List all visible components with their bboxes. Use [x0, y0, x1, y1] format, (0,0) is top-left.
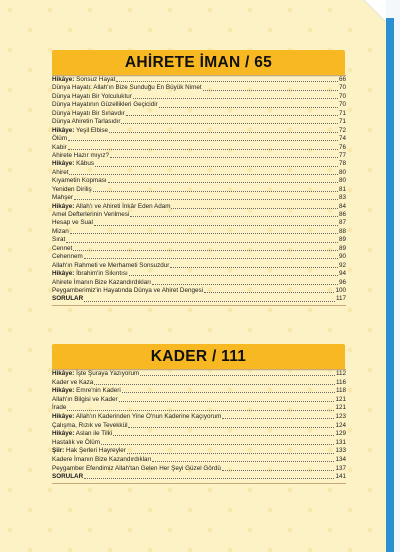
- dot-leader: [203, 89, 338, 91]
- toc-page-number: 72: [338, 126, 346, 134]
- toc-entry[interactable]: [52, 245, 346, 253]
- toc-page-number: 133: [335, 447, 346, 455]
- toc-entry-label: [52, 93, 132, 101]
- toc-entry-label: [52, 169, 68, 177]
- section-title: AHİRETE İMAN / 65: [124, 54, 273, 71]
- dot-leader: [121, 122, 338, 124]
- toc-entry-title: Allah'ın Rahmeti ve Merhameti Sonsuzdur: [52, 261, 170, 269]
- toc-page-number: 71: [338, 118, 346, 126]
- toc-entry-tag: Hikâye:: [52, 126, 75, 134]
- toc-entry[interactable]: [52, 295, 346, 303]
- toc-entry-tag: Hikâye:: [52, 370, 75, 377]
- toc-entry[interactable]: [52, 101, 346, 109]
- toc-entry-label: [52, 422, 127, 431]
- toc-entry[interactable]: [52, 219, 346, 227]
- toc-entry-title: Yeniden Diriliş: [52, 185, 92, 193]
- toc-entry-tag: Hikâye:: [52, 270, 75, 278]
- toc-entry[interactable]: [52, 430, 346, 439]
- dot-leader: [69, 173, 338, 175]
- toc-list-kader: [52, 370, 346, 483]
- toc-page-number: 71: [338, 109, 346, 117]
- toc-entry-label: [52, 473, 83, 482]
- toc-entry[interactable]: [52, 253, 346, 261]
- toc-entry[interactable]: [52, 422, 346, 431]
- toc-entry-label: [52, 447, 126, 456]
- toc-page-number: 90: [338, 253, 346, 261]
- toc-entry-label: [52, 152, 109, 160]
- toc-entry[interactable]: [52, 186, 346, 194]
- toc-entry[interactable]: [52, 203, 346, 211]
- toc-page-number: 94: [338, 270, 346, 278]
- dot-leader: [170, 266, 338, 268]
- toc-page-number: 116: [335, 378, 346, 386]
- toc-entry-title: Cennet: [52, 244, 73, 252]
- section-banner-kader: [52, 344, 345, 370]
- dot-leader: [67, 409, 334, 411]
- toc-entry-label: [52, 101, 158, 109]
- toc-entry-tag: SORULAR: [52, 295, 84, 303]
- toc-entry[interactable]: [52, 118, 346, 126]
- toc-entry[interactable]: [52, 262, 346, 270]
- toc-entry-title: Aslan ile Tilki: [74, 430, 113, 438]
- toc-entry[interactable]: [52, 135, 346, 143]
- toc-entry-title: Kıyametin Kopması: [52, 177, 107, 185]
- toc-entry-label: [52, 253, 83, 261]
- toc-entry[interactable]: [52, 270, 346, 278]
- dot-leader: [133, 97, 338, 99]
- toc-entry-label: [52, 387, 121, 396]
- toc-entry-label: [52, 84, 202, 92]
- dot-leader: [129, 274, 338, 276]
- toc-page-number: 70: [338, 92, 346, 100]
- toc-entry-label: [52, 211, 129, 219]
- dot-leader: [110, 156, 338, 158]
- dot-leader: [171, 207, 338, 209]
- toc-entry-title: Cehennem: [52, 253, 83, 261]
- dot-leader: [140, 374, 335, 376]
- toc-entry-title: Kabir: [52, 143, 67, 151]
- toc-entry-title: Allah'ın Kaderinden Yine O'nun Kaderine Kaçıyorum: [74, 412, 222, 420]
- toc-entry-title: Dünya Ahiretin Tarlasıdır: [52, 118, 121, 126]
- toc-page-number: 76: [338, 143, 346, 151]
- toc-entry-label: [52, 203, 170, 211]
- toc-page-number: 89: [338, 244, 346, 252]
- toc-entry-label: [52, 279, 151, 287]
- toc-page-number: 87: [338, 219, 346, 227]
- toc-entry[interactable]: [52, 93, 346, 101]
- toc-entry-title: Ahirete İmanın Bize Kazandırdıkları: [52, 278, 152, 286]
- toc-list-ahirete-iman: [52, 76, 346, 305]
- dot-leader: [94, 224, 338, 226]
- toc-entry-title: Hak Şerleri Hayreyler: [64, 447, 126, 455]
- toc-page-number: 100: [335, 286, 346, 294]
- toc-page-number: 80: [338, 177, 346, 185]
- toc-entry[interactable]: [52, 152, 346, 160]
- toc-entry[interactable]: [52, 279, 346, 287]
- toc-page-number: 141: [335, 473, 346, 481]
- toc-entry[interactable]: [52, 110, 346, 118]
- toc-entry[interactable]: [52, 177, 346, 185]
- toc-entry[interactable]: [52, 439, 346, 448]
- dot-leader: [127, 452, 335, 454]
- toc-entry-tag: Hikâye:: [52, 160, 75, 168]
- dot-leader: [119, 400, 335, 402]
- toc-entry-label: [52, 456, 151, 465]
- toc-entry-title: Dünya Hayatı: Allah'ın Bize Sunduğu En Büyük Nimet: [52, 84, 202, 92]
- toc-entry-title: Kader ve Kaza: [52, 378, 94, 386]
- toc-entry-label: [52, 245, 72, 253]
- toc-entry-title: Sırat: [52, 236, 66, 244]
- toc-entry[interactable]: [52, 144, 346, 152]
- toc-entry-label: [52, 135, 67, 143]
- toc-page-number: 121: [335, 395, 346, 403]
- toc-entry-label: [52, 219, 93, 227]
- toc-page-number: 80: [338, 168, 346, 176]
- dot-leader: [84, 300, 335, 302]
- dot-leader: [108, 181, 338, 183]
- toc-entry-label: [52, 186, 92, 194]
- toc-entry-tag: Şiir:: [52, 447, 65, 455]
- toc-entry-title: Kâbus: [74, 160, 95, 168]
- toc-entry-title: Dünya Hayatı Bir Yolculuktur: [52, 92, 132, 100]
- toc-entry-title: Ahiret: [52, 168, 69, 176]
- toc-entry-label: [52, 295, 83, 303]
- toc-page-number: 84: [338, 202, 346, 210]
- toc-entry-label: [52, 262, 169, 270]
- toc-entry-title: Ölüm: [52, 135, 68, 143]
- toc-entry-title: İrade: [52, 404, 67, 412]
- toc-entry-label: [52, 228, 69, 236]
- toc-entry[interactable]: [52, 194, 346, 202]
- toc-entry[interactable]: [52, 160, 346, 168]
- toc-entry-title: Hesap ve Sual: [52, 219, 93, 227]
- toc-page-number: 83: [338, 194, 346, 202]
- toc-page-number: 66: [338, 76, 346, 83]
- dot-leader: [68, 148, 338, 150]
- toc-entry[interactable]: [52, 236, 346, 244]
- toc-entry-tag: SORULAR: [52, 473, 84, 481]
- toc-entry[interactable]: [52, 211, 346, 219]
- page-corner-fold: [364, 0, 386, 22]
- toc-entry-label: [52, 118, 120, 126]
- toc-page-number: 78: [338, 160, 346, 168]
- toc-entry[interactable]: [52, 169, 346, 177]
- dot-leader: [93, 190, 338, 192]
- dot-leader: [95, 165, 338, 167]
- toc-entry-tag: Hikâye:: [52, 387, 75, 395]
- toc-entry[interactable]: [52, 84, 346, 92]
- dot-leader: [222, 469, 335, 471]
- toc-entry[interactable]: [52, 465, 346, 474]
- toc-entry-title: Peygamberimiz'in Hayatında Dünya ve Ahiret Dengesi: [52, 286, 204, 294]
- toc-entry-title: Mizan: [52, 227, 69, 235]
- toc-entry-label: [52, 236, 65, 244]
- toc-entry-label: [52, 430, 112, 439]
- toc-entry[interactable]: [52, 456, 346, 465]
- dot-leader: [204, 291, 334, 293]
- dot-leader: [109, 131, 338, 133]
- dot-leader: [159, 106, 338, 108]
- toc-entry-label: [52, 287, 203, 295]
- toc-entry-title: Hastalık ve Ölüm: [52, 438, 100, 446]
- toc-page-number: 88: [338, 227, 346, 235]
- toc-entry-tag: Hikâye:: [52, 76, 75, 83]
- toc-entry-title: Peygamber Efendimiz Allah'tan Gelen Her Şeyi Güzel Gördü: [52, 464, 221, 472]
- toc-entry[interactable]: [52, 413, 346, 422]
- toc-entry-label: [52, 439, 100, 448]
- toc-bottom-rule: [52, 483, 346, 484]
- toc-entry-label: [52, 177, 107, 185]
- toc-entry-title: Kadere İmanın Bize Kazandırdıkları: [52, 455, 152, 463]
- dot-leader: [222, 417, 334, 419]
- toc-entry-tag: Hikâye:: [52, 412, 75, 420]
- toc-page-number: 131: [335, 438, 346, 446]
- dot-leader: [70, 232, 338, 234]
- dot-leader: [130, 215, 338, 217]
- toc-entry-tag: Hikâye:: [52, 430, 75, 438]
- dot-leader: [128, 426, 334, 428]
- toc-page-number: 134: [335, 455, 346, 463]
- dot-leader: [113, 434, 334, 436]
- toc-entry-label: [52, 76, 115, 84]
- toc-entry-title: Mahşer: [52, 194, 73, 202]
- toc-entry-label: [52, 110, 125, 118]
- dot-leader: [126, 114, 338, 116]
- toc-page-number: 137: [335, 464, 346, 472]
- toc-page-number: 112: [335, 370, 346, 377]
- toc-entry-title: Ahirete Hazır mıyız?: [52, 151, 110, 159]
- toc-entry-title: Çalışma, Rızık ve Tevekkül: [52, 421, 128, 429]
- toc-entry-title: Sonsuz Hayat: [74, 76, 116, 83]
- toc-entry-label: [52, 194, 73, 202]
- toc-entry-title: İbrahim'in Sıkıntısı: [74, 270, 128, 278]
- toc-entry-title: Amel Defterlerinin Verilmesi: [52, 211, 130, 218]
- toc-entry-label: [52, 465, 221, 474]
- toc-entry-label: [52, 270, 128, 278]
- toc-page-number: 124: [335, 421, 346, 429]
- dot-leader: [122, 391, 335, 393]
- dot-leader: [74, 198, 338, 200]
- toc-entry-title: Yeşil Elbise: [74, 126, 109, 134]
- dot-leader: [152, 460, 334, 462]
- dot-leader: [84, 477, 334, 479]
- toc-entry-label: [52, 370, 139, 379]
- dot-leader: [94, 383, 335, 385]
- toc-entry-label: [52, 379, 93, 388]
- toc-page-number: 129: [335, 430, 346, 438]
- toc-page-number: 70: [338, 101, 346, 109]
- toc-entry[interactable]: [52, 473, 346, 482]
- dot-leader: [84, 257, 338, 259]
- dot-leader: [152, 283, 338, 285]
- toc-entry-label: [52, 144, 67, 152]
- blue-edge-stripe: [386, 18, 394, 552]
- section-title: KADER / 111: [150, 348, 247, 365]
- toc-entry-title: Dünya Hayatının Güzellikleri Geçicidir: [52, 101, 158, 109]
- toc-page-number: 92: [338, 261, 346, 269]
- toc-page-number: 70: [338, 84, 346, 92]
- toc-page-number: 81: [338, 185, 346, 193]
- toc-entry-title: İşte Şuraya Yazıyorum: [74, 370, 140, 377]
- toc-entry[interactable]: [52, 127, 346, 135]
- toc-page-number: 89: [338, 236, 346, 244]
- toc-entry-tag: Hikâye:: [52, 202, 75, 210]
- toc-page-number: 86: [338, 211, 346, 218]
- toc-page-number: 77: [338, 151, 346, 159]
- toc-entry-label: [52, 127, 108, 135]
- dot-leader: [66, 241, 338, 243]
- toc-entry-title: Emre'nin Kaderi: [74, 387, 121, 395]
- toc-page-number: 96: [338, 278, 346, 286]
- toc-page-number: 123: [335, 412, 346, 420]
- toc-entry[interactable]: [52, 370, 346, 379]
- toc-entry[interactable]: [52, 228, 346, 236]
- toc-entry[interactable]: [52, 447, 346, 456]
- toc-page-number: 118: [335, 387, 346, 395]
- toc-page-number: 121: [335, 404, 346, 412]
- toc-entry[interactable]: [52, 76, 346, 84]
- dot-leader: [73, 249, 338, 251]
- toc-page-number: 117: [335, 295, 346, 303]
- dot-leader: [68, 139, 338, 141]
- toc-entry[interactable]: [52, 404, 346, 413]
- toc-entry[interactable]: [52, 387, 346, 396]
- toc-entry-label: [52, 413, 221, 422]
- toc-entry[interactable]: [52, 379, 346, 388]
- toc-entry[interactable]: [52, 396, 346, 405]
- dot-leader: [101, 443, 335, 445]
- toc-entry[interactable]: [52, 287, 346, 295]
- toc-bottom-rule: [52, 305, 346, 306]
- section-banner-ahirete-iman: [52, 50, 345, 76]
- dot-leader: [116, 80, 338, 82]
- toc-entry-title: Allah'ın Bilgisi ve Kader: [52, 395, 118, 403]
- toc-page-number: 74: [338, 135, 346, 143]
- toc-entry-label: [52, 160, 94, 168]
- toc-entry-title: Allah'ı ve Ahireti İnkâr Eden Adam: [74, 202, 171, 210]
- toc-entry-label: [52, 404, 66, 413]
- toc-entry-title: Dünya Hayatı Bir Sınavdır: [52, 109, 125, 117]
